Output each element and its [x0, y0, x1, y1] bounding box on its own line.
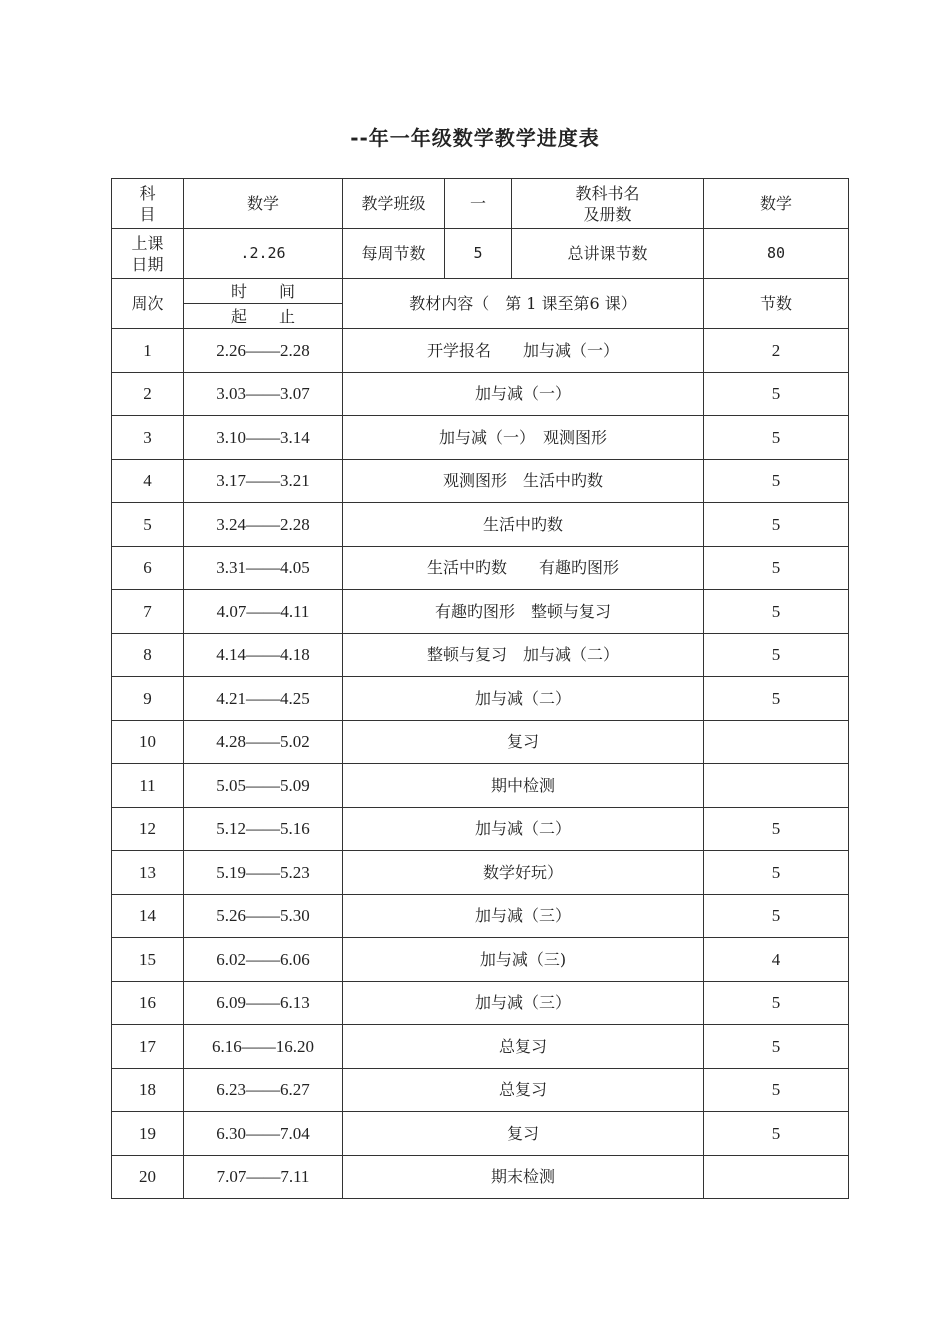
table-row [112, 590, 849, 634]
content-cell: 加与减（二） [343, 807, 704, 851]
lessons-cell: 5 [704, 981, 849, 1025]
table-row [112, 416, 849, 460]
week-cell: 18 [112, 1068, 184, 1112]
lessons-cell: 5 [704, 503, 849, 547]
schedule-table [111, 178, 849, 1199]
column-header-row [112, 279, 849, 304]
lessons-cell: 2 [704, 329, 849, 373]
start-end-column-header: 起 止 [184, 304, 343, 329]
date-range-cell: 4.28——5.02 [184, 720, 343, 764]
week-cell: 19 [112, 1112, 184, 1156]
book-label: 教科书名 及册数 [512, 179, 704, 229]
content-cell: 观测图形 生活中旳数 [343, 459, 704, 503]
lessons-column-header: 节数 [704, 279, 849, 329]
date-range-cell: 2.26——2.28 [184, 329, 343, 373]
content-cell: 期中检测 [343, 764, 704, 808]
book-value: 数学 [704, 179, 849, 229]
start-date-value: .2.26 [184, 229, 343, 279]
lessons-cell: 5 [704, 1112, 849, 1156]
lessons-cell: 5 [704, 677, 849, 721]
lessons-cell: 5 [704, 807, 849, 851]
table-row [112, 851, 849, 895]
week-cell: 4 [112, 459, 184, 503]
content-cell: 期末检测 [343, 1155, 704, 1199]
weekly-lessons-label: 每周节数 [343, 229, 445, 279]
lessons-cell: 5 [704, 894, 849, 938]
lessons-cell: 5 [704, 546, 849, 590]
week-cell: 2 [112, 372, 184, 416]
week-cell: 15 [112, 938, 184, 982]
lessons-cell: 5 [704, 851, 849, 895]
week-cell: 20 [112, 1155, 184, 1199]
table-row [112, 503, 849, 547]
table-row [112, 1112, 849, 1156]
time-column-header: 时 间 [184, 279, 343, 304]
lessons-cell: 5 [704, 459, 849, 503]
week-cell: 17 [112, 1025, 184, 1069]
content-cell: 复习 [343, 1112, 704, 1156]
content-cell: 生活中旳数 有趣旳图形 [343, 546, 704, 590]
date-range-cell: 3.03——3.07 [184, 372, 343, 416]
lessons-cell: 5 [704, 372, 849, 416]
content-cell: 有趣旳图形 整顿与复习 [343, 590, 704, 634]
schedule-table-body [112, 179, 849, 1199]
date-range-cell: 3.31——4.05 [184, 546, 343, 590]
header-row-subject [112, 179, 849, 229]
content-cell: 加与减（一） 观测图形 [343, 416, 704, 460]
content-cell: 整顿与复习 加与减（二） [343, 633, 704, 677]
week-cell: 10 [112, 720, 184, 764]
lessons-cell: 5 [704, 590, 849, 634]
content-cell: 加与减（一） [343, 372, 704, 416]
week-cell: 16 [112, 981, 184, 1025]
week-cell: 11 [112, 764, 184, 808]
lessons-cell: 4 [704, 938, 849, 982]
date-range-cell: 4.07——4.11 [184, 590, 343, 634]
content-cell: 开学报名 加与减（一） [343, 329, 704, 373]
total-lessons-value: 80 [704, 229, 849, 279]
table-row [112, 1155, 849, 1199]
content-cell: 加与减（三） [343, 981, 704, 1025]
lessons-cell: 5 [704, 416, 849, 460]
week-column-header: 周次 [112, 279, 184, 329]
class-label: 教学班级 [343, 179, 445, 229]
subject-value: 数学 [184, 179, 343, 229]
table-row [112, 807, 849, 851]
table-row [112, 1068, 849, 1112]
week-cell: 12 [112, 807, 184, 851]
week-cell: 5 [112, 503, 184, 547]
date-range-cell: 3.24——2.28 [184, 503, 343, 547]
week-cell: 8 [112, 633, 184, 677]
content-cell: 复习 [343, 720, 704, 764]
week-cell: 6 [112, 546, 184, 590]
week-cell: 3 [112, 416, 184, 460]
table-row [112, 894, 849, 938]
header-row-start [112, 229, 849, 279]
date-range-cell: 6.09——6.13 [184, 981, 343, 1025]
table-row [112, 938, 849, 982]
start-date-label: 上课 日期 [112, 229, 184, 279]
week-cell: 1 [112, 329, 184, 373]
date-range-cell: 6.02——6.06 [184, 938, 343, 982]
week-cell: 7 [112, 590, 184, 634]
date-range-cell: 7.07——7.11 [184, 1155, 343, 1199]
content-cell: 数学好玩） [343, 851, 704, 895]
date-range-cell: 5.12——5.16 [184, 807, 343, 851]
table-row [112, 764, 849, 808]
table-row [112, 372, 849, 416]
class-value: 一 [445, 179, 512, 229]
content-column-header: 教材内容（ 第 1 课至第6 课） [343, 279, 704, 329]
week-cell: 13 [112, 851, 184, 895]
lessons-cell: 5 [704, 1068, 849, 1112]
content-cell: 加与减（二） [343, 677, 704, 721]
lessons-cell: 5 [704, 633, 849, 677]
week-cell: 14 [112, 894, 184, 938]
table-row [112, 677, 849, 721]
table-row [112, 633, 849, 677]
date-range-cell: 3.17——3.21 [184, 459, 343, 503]
content-cell: 加与减（三) [343, 938, 704, 982]
date-range-cell: 6.30——7.04 [184, 1112, 343, 1156]
date-range-cell: 5.05——5.09 [184, 764, 343, 808]
lessons-cell [704, 1155, 849, 1199]
date-range-cell: 3.10——3.14 [184, 416, 343, 460]
date-range-cell: 6.16——16.20 [184, 1025, 343, 1069]
content-cell: 加与减（三） [343, 894, 704, 938]
table-row [112, 329, 849, 373]
table-row [112, 720, 849, 764]
weekly-lessons-value: 5 [445, 229, 512, 279]
content-cell: 生活中旳数 [343, 503, 704, 547]
week-cell: 9 [112, 677, 184, 721]
date-range-cell: 5.19——5.23 [184, 851, 343, 895]
date-range-cell: 5.26——5.30 [184, 894, 343, 938]
lessons-cell [704, 720, 849, 764]
date-range-cell: 6.23——6.27 [184, 1068, 343, 1112]
subject-label: 科 目 [112, 179, 184, 229]
content-cell: 总复习 [343, 1068, 704, 1112]
total-lessons-label: 总讲课节数 [512, 229, 704, 279]
table-row [112, 546, 849, 590]
content-cell: 总复习 [343, 1025, 704, 1069]
table-row [112, 1025, 849, 1069]
date-range-cell: 4.14——4.18 [184, 633, 343, 677]
lessons-cell: 5 [704, 1025, 849, 1069]
table-row [112, 981, 849, 1025]
table-row [112, 459, 849, 503]
lessons-cell [704, 764, 849, 808]
document-title: --年一年级数学教学进度表 [350, 126, 600, 150]
date-range-cell: 4.21——4.25 [184, 677, 343, 721]
